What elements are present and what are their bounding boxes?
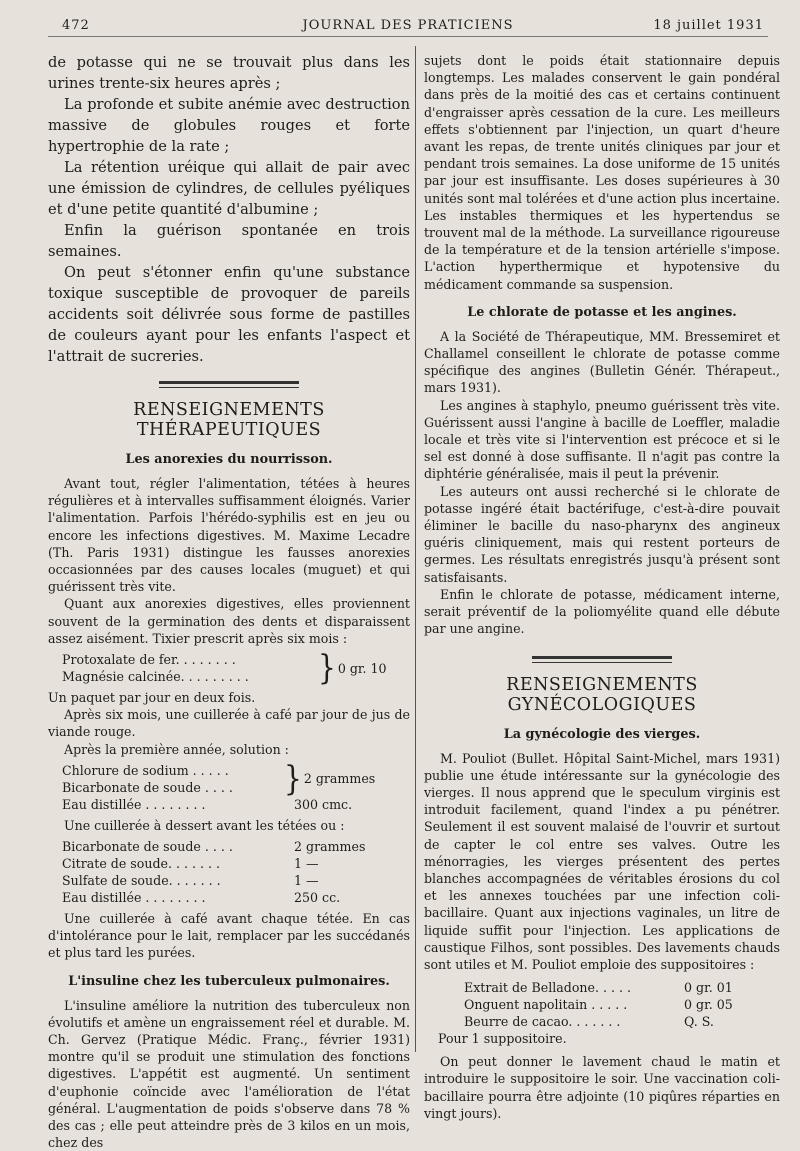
left-column [48,52,410,1151]
right-column [424,52,780,1122]
article-paragraph: Les auteurs ont aussi recherché si le chlorate de potasse ingéré était bactérifuge, c'est-à-dire pouvait éliminer le bacille du naso-pharynx des angineux guéris cliniquement, mais qui restent porteurs de germes. Les résultats enregistrés jusqu'à présent sont satisfaisants. [424,483,780,585]
page-header [48,14,768,37]
ingredient-line: Citrate de soude. . . . . . . [62,856,220,872]
prescription-2 [62,758,410,813]
ingredient-line: Bicarbonate de soude . . . . [62,779,233,795]
section-title-therapeutiques: RENSEIGNEMENTS THÉRAPEUTIQUES [133,400,325,440]
article-title-gynecologie: La gynécologie des vierges. [503,726,701,742]
article-title-chlorate: Le chlorate de potasse et les angines. [467,304,737,320]
prescription-1 [62,647,410,688]
section-ornament [159,381,299,388]
dose: 0 gr. 10 [337,660,387,676]
prescription-note: Un paquet par jour en deux fois. [48,690,256,706]
ingredient-line: Eau distillée . . . . . . . . [62,796,206,812]
ingredient-line: Sulfate de soude. . . . . . . [62,873,221,889]
page-number: 472 [62,18,90,33]
ingredient-line: Magnésie calcinée. . . . . . . . . [62,669,249,685]
intro-paragraph: de potasse qui ne se trouvait plus dans les urines trente-six heures après ; [48,54,410,92]
prescription-suppositoire [438,979,780,1047]
article-paragraph: sujets dont le poids était stationnaire depuis longtemps. Les malades conservent le gain pondéral dans près de la moitié des cas et certains continuent d'engraisser après cessation de la cure. Les meilleurs effets s'obtiennent par l'injection, un quart d'heure avant les repas, de trente unités cliniques par jour et pendant trois semaines. La dose uniforme de 15 unités par jour est insuffisante. Les doses supérieures à 30 unités sont mal tolérées et d'une action plus incertaine. Les instables thermiques et les hypertendus se trouvent mal de la méthode. La surveillance rigoureuse de la température et de la tension artérielle s'impose. L'action hyperthermique et hypotensive du médicament commande sa suspension. [424,53,781,292]
article-paragraph: Enfin le chlorate de potasse, médicament interne, serait préventif de la poliomyélite quand elle débute par une angine. [424,586,780,637]
intro-paragraph: Enfin la guérison spontanée en trois semaines. [48,222,410,260]
article-paragraph: Quant aux anorexies digestives, elles proviennent souvent de la germination des dents et disparaissent assez aisément. Tixier prescrit après six mois : [48,596,410,646]
prescription-note: Pour 1 suppositoire. [438,1031,567,1047]
article-title-anorexies: Les anorexies du nourrisson. [125,452,333,467]
ingredient-line: Bicarbonate de soude . . . . [62,839,233,855]
intro-paragraph: La rétention uréique qui allait de pair avec une émission de cylindres, de cellules pyéliques et d'une petite quantité d'albumine ; [48,159,410,218]
article-paragraph: L'insuline améliore la nutrition des tuberculeux non évolutifs et amène un engraissement réel et durable. M. Ch. Gervez (Pratique Médic. Franç., février 1931) montre qu'il se produit une stimulation des fonctions digestives. L'appétit est augmenté. Un sentiment d'euphonie coïncide avec l'amélioration de l'état général. L'augmentation de poids s'observe dans 78 % des cas ; elle peut atteindre près de 3 kilos en un mois, chez des [48,997,410,1151]
article-paragraph: Après six mois, une cuillerée à café par jour de jus de viande rouge. [48,707,410,740]
column-divider [415,46,416,1052]
dose: 0 gr. 05 [684,997,733,1013]
article-paragraph: Une cuillerée à café avant chaque tétée. En cas d'intolérance pour le lait, remplacer par les succédanés et plus tard les purées. [48,911,410,961]
ingredient-line: Protoxalate de fer. . . . . . . . [62,652,236,668]
dose: 250 cc. [294,890,341,906]
article-paragraph: On peut donner le lavement chaud le matin et introduire le suppositoire le soir. Une vaccination coli-bacillaire pourra être adjointe (10 piqûres réparties en vingt jours). [424,1054,780,1121]
dose: 2 grammes [294,839,366,855]
article-paragraph: Les angines à staphylo, pneumo guérissent très vite. Guérissent aussi l'angine à bacille de Loeffler, maladie locale et très vite si l'intervention est précoce et si le sel est donné à dose suffisante. Il n'agit pas contre la diphtérie généralisée, mais il peut la prévenir. [424,397,780,482]
journal-title: JOURNAL DES PRATICIENS [302,18,514,33]
ingredient-line: Chlorure de sodium . . . . . [62,762,229,778]
dose: 0 gr. 01 [684,980,733,996]
dose: 300 cmc. [294,796,353,812]
issue-date: 18 juillet 1931 [653,18,764,33]
dose: 1 — [294,873,319,889]
ingredient-line: Eau distillée . . . . . . . . [62,890,206,906]
ingredient-line: Extrait de Belladone. . . . . [464,980,632,996]
brace-glyph: } [318,647,336,688]
intro-paragraph: La profonde et subite anémie avec destruction massive de globules rouges et forte hypertrophie de la rate ; [48,96,410,155]
dose: Q. S. [684,1014,714,1030]
article-paragraph: Avant tout, régler l'alimentation, tétées à heures régulières et à intervalles suffisamment éloignés. Varier l'alimentation. Parfois l'hérédo-syphilis est en jeu ou encore les infections digestives. M. Maxime Lecadre (Th. Paris 1931) distingue les fausses anorexies occasionnées par des causes locales (muguet) et qui guérissent très vite. [48,476,410,595]
section-ornament [532,656,672,663]
dose: 2 grammes [303,771,376,787]
brace-glyph: } [284,758,302,799]
prescription-3 [62,838,410,906]
article-paragraph: Une cuillerée à dessert avant les tétées ou : [64,817,345,833]
article-paragraph: Après la première année, solution : [64,741,289,757]
article-title-insuline: L'insuline chez les tuberculeux pulmonaires. [68,973,390,989]
section-title-gynecologiques: RENSEIGNEMENTS GYNÉCOLOGIQUES [506,674,698,715]
dose: 1 — [294,856,319,872]
ingredient-line: Beurre de cacao. . . . . . . [464,1014,621,1030]
intro-paragraph: On peut s'étonner enfin qu'une substance toxique susceptible de provoquer de pareils accidents soit délivrée sous forme de pastilles de couleurs ayant pour les enfants l'aspect et l'attrait de sucreries. [48,264,410,365]
article-paragraph: A la Société de Thérapeutique, MM. Bressemiret et Challamel conseillent le chlorate de potasse comme spécifique des angines (Bulletin Génér. Thérapeut., mars 1931). [424,328,780,396]
ingredient-line: Onguent napolitain . . . . . [464,997,628,1013]
article-paragraph: M. Pouliot (Bullet. Hôpital Saint-Michel, mars 1931) publie une étude intéressante sur la gynécologie des vierges. Il nous apprend que le speculum virginis est introduit facilement, quand l'index a pu pénétrer. Seulement il est souvent malaisé de l'ouvrir et surtout de capter le col entre ses valves. Outre les ménorragies, les vierges présentent des pertes blanches accompagnées de véritables érosions du col et les annexes touchées par une infection coli-bacillaire. Quant aux injections vaginales, un litre de liquide suffit pour l'injection. Les applications de caustique Filhos, sont possibles. Des lavements chauds sont utiles et M. Pouliot emploie des suppositoires : [424,750,780,972]
